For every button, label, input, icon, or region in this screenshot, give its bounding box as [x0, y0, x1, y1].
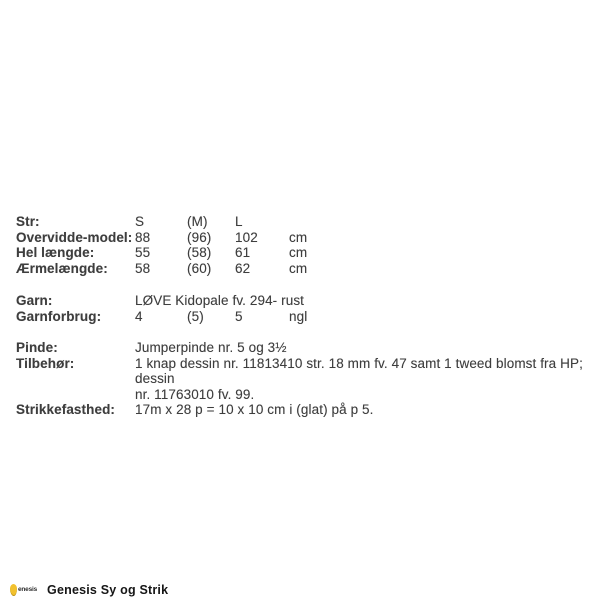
value-m: (96)	[187, 229, 212, 245]
brand-text: Genesis Sy og Strik	[47, 582, 169, 597]
value-unit: cm	[289, 245, 308, 260]
value-s: 58	[135, 260, 151, 276]
footer	[10, 581, 168, 598]
yarn-row	[16, 293, 329, 309]
value-s: 55	[135, 245, 151, 260]
yarn-section	[16, 293, 329, 324]
table-row	[16, 230, 329, 246]
usage-s: 4	[135, 308, 143, 324]
genesis-logo-text: enesis	[18, 586, 38, 593]
accessories-label: Tilbehør:	[16, 355, 75, 371]
table-row	[16, 261, 329, 277]
value-unit: cm	[289, 260, 308, 276]
size-header-unit	[289, 214, 329, 230]
needles-row	[16, 340, 595, 356]
value-s: 88	[135, 229, 151, 245]
value-l: 62	[235, 260, 251, 276]
gauge-value: 17m x 28 p = 10 x 10 cm i (glat) på p 5.	[135, 402, 374, 417]
gauge-label: Strikkefasthed:	[16, 402, 116, 417]
size-header-label: Str:	[16, 214, 40, 229]
table-row	[16, 245, 329, 261]
value-m: (58)	[187, 245, 212, 260]
accessories-line-2: nr. 11763010 fv. 99.	[135, 386, 255, 402]
value-unit: cm	[289, 229, 308, 245]
gauge-row	[16, 402, 595, 418]
yarn-label: Garn:	[16, 293, 53, 308]
size-header-m: (M)	[187, 214, 208, 229]
needles-value: Jumperpinde nr. 5 og 3½	[135, 340, 287, 355]
accessories-value	[135, 356, 595, 403]
yarn-value: LØVE Kidopale fv. 294- rust	[135, 293, 305, 308]
genesis-logo-icon	[10, 584, 17, 596]
value-l: 102	[235, 229, 258, 245]
yarn-usage-row	[16, 309, 329, 325]
size-table	[16, 214, 329, 276]
size-header-row	[16, 214, 329, 230]
size-header-s: S	[135, 214, 145, 229]
row-label: Overvidde-model:	[16, 229, 133, 245]
value-l: 61	[235, 245, 251, 260]
size-header-l: L	[235, 214, 243, 229]
needles-label: Pinde:	[16, 340, 58, 355]
genesis-logo	[10, 584, 37, 596]
usage-m: (5)	[187, 308, 204, 324]
usage-unit: ngl	[289, 308, 308, 324]
row-label: Hel længde:	[16, 245, 95, 260]
value-m: (60)	[187, 260, 212, 276]
details-section	[16, 340, 595, 418]
accessories-row	[16, 356, 595, 403]
row-label: Ærmelængde:	[16, 260, 108, 276]
usage-l: 5	[235, 308, 243, 324]
yarn-usage-label: Garnforbrug:	[16, 308, 102, 324]
accessories-line-1: 1 knap dessin nr. 11813410 str. 18 mm fv. 47 samt 1 tweed blomst fra HP; dessin	[135, 355, 583, 386]
